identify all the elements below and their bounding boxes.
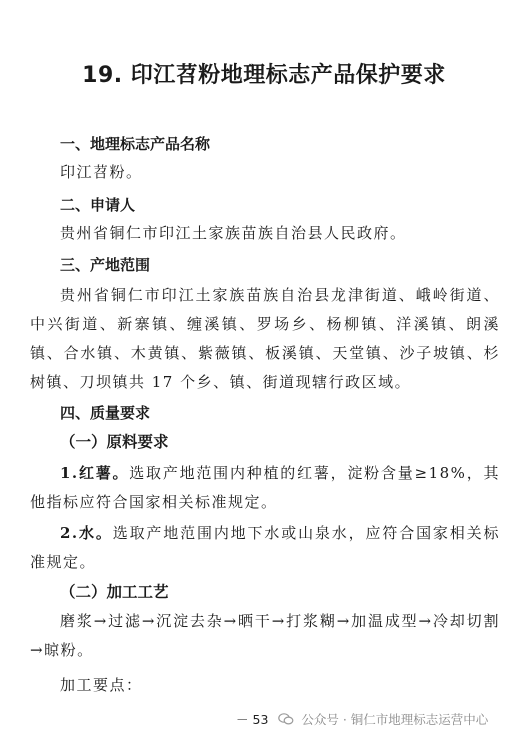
section-heading-product-name: 一、地理标志产品名称 <box>60 135 211 153</box>
paragraph-sweet-potato <box>30 459 500 517</box>
paragraph-processing-points <box>30 671 500 700</box>
sweet-potato-body: 选取产地范围内种植的红薯，淀粉含量≥18%，其他指标应符合国家相关标准规定。 <box>30 464 500 511</box>
water-body: 选取产地范围内地下水或山泉水，应符合国家相关标准规定。 <box>30 524 500 571</box>
section-4 <box>30 402 500 424</box>
process-flow-text: 磨浆→过滤→沉淀去杂→晒干→打浆糊→加温成型→冷却切割→晾粉。 <box>30 612 500 659</box>
section-heading-applicant: 二、申请人 <box>60 196 136 214</box>
section-2 <box>30 194 500 216</box>
product-name-text: 印江苕粉。 <box>60 163 143 181</box>
section-1 <box>30 133 500 155</box>
sweet-potato-text <box>30 459 500 517</box>
sweet-potato-lead: 1.红薯。 <box>60 464 130 482</box>
wechat-icon <box>278 713 294 725</box>
section-heading-quality: 四、质量要求 <box>60 404 151 422</box>
applicant-text: 贵州省铜仁市印江土家族苗族自治县人民政府。 <box>60 224 407 242</box>
page-number: 53 <box>252 712 269 727</box>
subsection-raw-materials <box>30 430 500 454</box>
footer-source: 公众号 · 铜仁市地理标志运营中心 <box>301 712 489 727</box>
footer-dash: － <box>236 712 249 727</box>
section-1-body <box>30 158 500 187</box>
paragraph-process-flow <box>30 607 500 665</box>
page-title: 19. 印江苕粉地理标志产品保护要求 <box>82 63 446 88</box>
section-2-body <box>30 219 500 248</box>
section-3-body <box>30 281 500 397</box>
origin-area-text: 贵州省铜仁市印江土家族苗族自治县龙津街道、峨岭街道、中兴街道、新寨镇、缠溪镇、罗场乡、杨柳镇、洋溪镇、朗溪镇、合水镇、木黄镇、紫薇镇、板溪镇、天堂镇、沙子坡镇、杉树镇、刀坝镇共 17 个乡、镇、街道现辖行政区域。 <box>30 286 500 391</box>
subsection-processing <box>30 580 500 604</box>
water-text <box>30 519 500 577</box>
paragraph-water <box>30 519 500 577</box>
section-heading-origin-area: 三、产地范围 <box>60 256 151 274</box>
water-lead: 2.水。 <box>60 524 113 542</box>
subheading-raw-materials: （一）原料要求 <box>60 433 169 451</box>
processing-points-text: 加工要点： <box>60 676 143 694</box>
page-footer <box>236 710 488 728</box>
section-3 <box>30 254 500 276</box>
subheading-processing: （二）加工工艺 <box>60 583 169 601</box>
